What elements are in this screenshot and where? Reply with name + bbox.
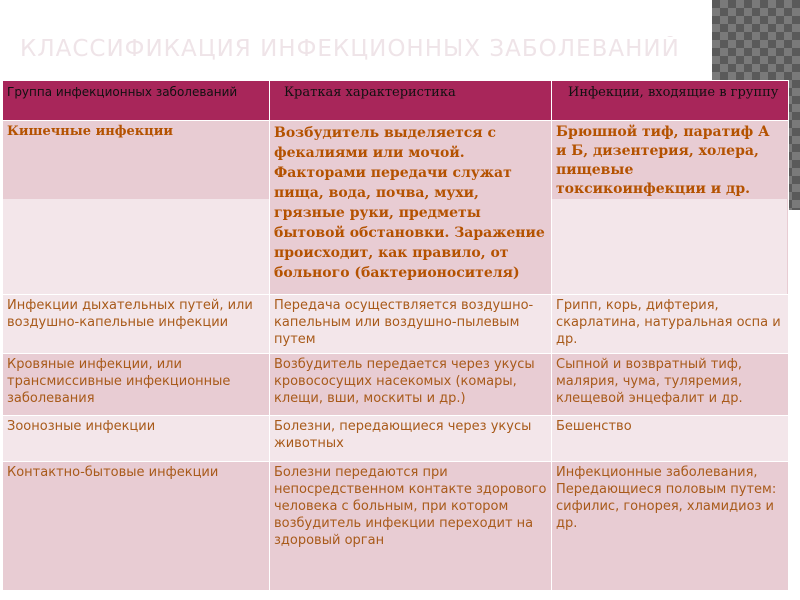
cell-infections: Сыпной и возвратный тиф, малярия, чума, туляремия, клещевой энцефалит и др. <box>552 354 789 416</box>
infection-classification-table <box>2 80 789 591</box>
cell-infections: Инфекционные заболевания, Передающиеся половым путем: сифилис, гонорея, хламидиоз и др. <box>552 462 789 591</box>
cell-group: Кровяные инфекции, или трансмиссивные инфекционные заболевания <box>3 354 270 416</box>
cell-group: Зоонозные инфекции <box>3 416 270 462</box>
cell-characteristic: Передача осуществляется воздушно-капельным или воздушно-пылевым путем <box>270 295 552 354</box>
cell-group: Инфекции дыхательных путей, или воздушно-капельные инфекции <box>3 295 270 354</box>
cell-infections: Грипп, корь, дифтерия, скарлатина, натуральная оспа и др. <box>552 295 789 354</box>
header-group: Группа инфекционных заболеваний <box>3 81 270 121</box>
cell-infections-lower-fill <box>552 199 787 294</box>
cell-infections: Брюшной тиф, паратиф А и Б, дизентерия, холера, пищевые токсикоинфекции и др. <box>552 121 789 295</box>
slide-title: КЛАССИФИКАЦИЯ ИНФЕКЦИОННЫХ ЗАБОЛЕВАНИЙ <box>20 36 680 62</box>
cell-characteristic: Возбудитель передается через укусы кровососущих насекомых (комары, клещи, вши, москиты и др.) <box>270 354 552 416</box>
table-row <box>3 295 789 354</box>
cell-group: Контактно-бытовые инфекции <box>3 462 270 591</box>
cell-characteristic: Болезни, передающиеся через укусы животных <box>270 416 552 462</box>
table-row <box>3 416 789 462</box>
cell-group-lower-fill <box>3 199 269 294</box>
table-row <box>3 462 789 591</box>
cell-group: Кишечные инфекции <box>3 121 270 295</box>
header-characteristic: Краткая характеристика <box>270 81 552 121</box>
header-infections: Инфекции, входящие в группу <box>552 81 789 121</box>
table-row <box>3 354 789 416</box>
cell-characteristic: Болезни передаются при непосредственном контакте здорового человека с больным, при котором возбудитель инфекции переходит на здоровый орган <box>270 462 552 591</box>
cell-characteristic: Возбудитель выделяется с фекалиями или мочой. Факторами передачи служат пища, вода, почва, мухи, грязные руки, предметы бытовой обстановки. Заражение происходит, как правило, от больного (бактерионосителя) <box>270 121 552 295</box>
table-header-row <box>3 81 789 121</box>
cell-infections: Бешенство <box>552 416 789 462</box>
